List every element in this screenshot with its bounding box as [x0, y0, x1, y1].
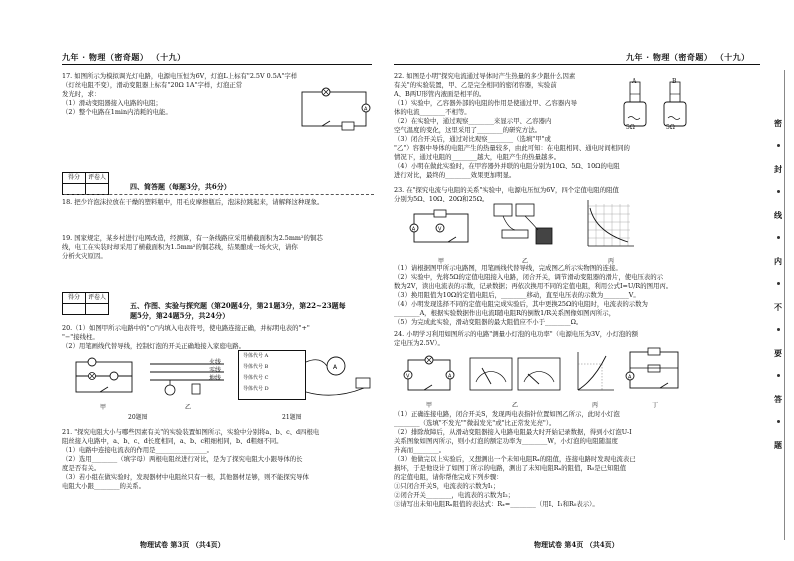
fig23-jia-circuit — [408, 206, 474, 250]
fig20-jia-label: 甲 — [100, 404, 107, 411]
seal-char: 不 — [774, 302, 782, 312]
seal-char: 线 — [774, 210, 782, 220]
right-page — [388, 0, 794, 561]
fig23-bing-graph — [578, 198, 638, 254]
fig21-caption: 21题图 — [282, 414, 302, 421]
fig21-resistor-board — [238, 350, 306, 400]
q17-line: （1）滑动变阻器接入电路的电阻； — [62, 99, 162, 107]
sec5-line: 题5分，第24题5分，共24分） — [130, 311, 230, 320]
question-21 — [62, 428, 319, 491]
q24b-line: （2）排除故障后，从滑动变阻器接入电路电阻最大时开始记录数据，得到小灯泡U-I — [394, 428, 632, 436]
fig24-ding-label: 丁 — [652, 402, 659, 409]
q24b-line: ①只闭合开关S，电流表的示数为I₁； — [394, 482, 500, 490]
seal-dot — [777, 282, 780, 285]
fig20-fire-line-label: 火线 — [209, 359, 222, 366]
seal-char: 要 — [774, 348, 782, 358]
fig22-tube-b-label: B — [672, 78, 677, 85]
q23b-line: （4）小明发现选择不同的定值电阻完成实验后，其中更换25Ω的电阻时，电流表的示数为 — [394, 300, 648, 308]
left-header: 九年 · 物理（密奇题） （十九） — [62, 52, 186, 62]
q24b-line: 关系图象如图丙所示，则小灯泡的额定功率为________W，小灯泡的电阻随温度 — [394, 437, 618, 445]
q24-line: 24. 小明学习利用如图所示的电路"测量小灯泡的电功率"（电源电压为3V，小灯泡的额 — [394, 330, 639, 338]
right-header-rule — [394, 64, 760, 65]
q24b-line: （1）正确连接电路，闭合开关S，发现两电表指针位置如图乙所示，此时小灯泡 — [394, 410, 620, 418]
fig21-board-row: 导体代号 D — [243, 386, 269, 392]
q22-line: 情况下，通过电阻的________越大，电阻产生的热量越多。 — [394, 153, 561, 161]
question-20 — [62, 324, 310, 351]
score-cell — [63, 184, 85, 194]
question-23-parts — [394, 264, 672, 327]
seal-dot — [777, 374, 780, 377]
question-22 — [394, 72, 630, 180]
section-5-heading — [130, 301, 346, 321]
score-cell — [63, 304, 85, 314]
reviewer-label: 评卷人 — [85, 293, 108, 303]
q23-line: 23. 在"探究电流与电阻的关系"实验中，电源电压恒为6V，四个定值电阻的阻值 — [394, 186, 619, 194]
svg-text:V: V — [406, 373, 410, 380]
fig24-yi-meters — [468, 356, 564, 394]
score-label: 得分 — [67, 294, 80, 301]
q19-line: 19. 国家规定，某乡村进行电网改造，经测算，有一条线路应采用横截面积为2.5mm²的铜芯 — [62, 234, 323, 242]
fig23-yi-label: 乙 — [522, 258, 529, 265]
fig20-jia-circuit — [70, 356, 140, 398]
seal-dot — [777, 144, 780, 147]
sec5-line: 五、作图、实验与探究题（第20题4分，第21题3分，第22~23题每 — [130, 301, 346, 310]
seal-char: 封 — [774, 164, 782, 174]
q20-line: 20.（1）如图甲所示电路中的"○"内填入电表符号，使电路连接正确，并标明电表的"+" — [62, 324, 310, 332]
q21-line: （3）若小组在做实验时，发现器材中电阻丝只有一根，其他器材足够，则不能探究导体 — [62, 473, 309, 481]
q24b-line: 的定值电阻，请你帮他完成下列步骤： — [394, 473, 503, 481]
score-label: 得分 — [67, 174, 80, 181]
q22-line: （3）闭合开关后，通过对比观察________（选填"甲"或 — [394, 135, 551, 143]
q22-line: A、B两U形管内液面是相平的。 — [394, 90, 486, 98]
q19-line: 分析火灾原因。 — [62, 252, 107, 260]
q24b-line: （3）他做完以上实验后，又想测出一个未知电阻Rₓ的阻值，连接电路时发现电流表已 — [394, 455, 636, 463]
q21-line: 21. "探究电阻大小与哪些因素有关"的实验装置如图所示，实验中分别将a、b、c、d四根电 — [62, 428, 320, 436]
reviewer-cell — [85, 184, 108, 194]
fig22-right-resistor-label: 5Ω — [666, 124, 675, 131]
fig21-board-row: 导体代号 C — [243, 375, 269, 381]
seal-char: 密 — [774, 118, 782, 128]
left-footer: 物理试卷 第3页 （共4页） — [140, 540, 225, 549]
fig21-board-labels — [239, 351, 305, 395]
fig22-tube-a-label: A — [632, 78, 637, 85]
q21-line: 阻丝接入电路中，a、b、c、d长度相同，a、b、c粗细相同，b、d粗细不同。 — [62, 437, 283, 445]
fig24-jia-label: 甲 — [426, 402, 433, 409]
q17-circuit-figure — [296, 86, 376, 132]
seal-char: 内 — [774, 256, 782, 266]
q22-line: 22. 如图是小明"探究电流通过导体时产生热量的多少跟什么因素 — [394, 72, 576, 80]
right-header: 九年 · 物理（密奇题） （十九） — [626, 52, 750, 62]
q20-line: "−"接线柱。 — [62, 333, 99, 341]
question-19 — [62, 234, 323, 261]
reviewer-label: 评卷人 — [85, 173, 108, 183]
left-header-rule — [62, 64, 372, 65]
q22-line: （1）实验中，乙容器外部的电阻的作用是使通过甲、乙容器内导 — [394, 99, 578, 107]
fig23-yi-apparatus — [488, 200, 562, 252]
seal-char: 题 — [774, 440, 782, 450]
q22-line: 有关"的实验装置，甲、乙是完全相同的密闭容器，实验前 — [394, 81, 557, 89]
fig20-zero-line-label: 零线 — [209, 367, 222, 374]
q19-line: 线，电工在实装时却采用了横截面积为1.5mm²的铜芯线，结果酿成一场火灾，请你 — [62, 243, 298, 251]
svg-text:A: A — [411, 226, 416, 233]
fig24-bing-label: 丙 — [592, 402, 599, 409]
score-box-section-4 — [62, 172, 109, 195]
score-box-section-5 — [62, 292, 109, 315]
seal-char: 答 — [774, 394, 782, 404]
svg-text:A: A — [448, 373, 452, 380]
fig24-ding-circuit — [624, 346, 684, 396]
separator — [64, 194, 374, 195]
reviewer-cell — [85, 304, 108, 314]
q23b-line: 数为2V，读出电流表的示数，记录数据；再依次换用不同的定值电阻，利用公式I=U/R的图用丙。 — [394, 282, 673, 290]
q23b-line: （5）为完成此实验，滑动变阻器的最大阻值应不小于________Ω。 — [394, 318, 583, 326]
left-page — [0, 0, 388, 561]
fig21-ammeter-wiring — [304, 352, 376, 402]
q23b-line: （1）请根据图甲所示电路图，用笔画线代替导线，完成图乙所示实物图的连接。 — [394, 264, 622, 272]
q17-line: （2）整个电路在1min内消耗的电能。 — [62, 108, 172, 116]
q23b-line: （3）换用阻值为10Ω的定值电阻后，________移动，直至电压表的示数为________V。 — [394, 291, 640, 299]
q23-line: 分别为5Ω、10Ω、20Ω和25Ω。 — [394, 195, 489, 203]
q21-line: 电阻大小跟________的关系。 — [62, 482, 146, 490]
q17-line: 发光时，求： — [62, 90, 101, 98]
q17-line: 17. 如图所示为模拟调光灯电路，电源电压恒为6V，灯泡L上标有"2.5V 0.5A"字样 — [62, 72, 298, 80]
seal-dot — [777, 420, 780, 423]
q22-line: （4）小明在做此实验时，在甲容器外并联的电阻分别为10Ω、5Ω、10Ω的电阻 — [394, 162, 620, 170]
svg-text:A: A — [333, 364, 338, 371]
q21-line: 度是否有关。 — [62, 464, 101, 472]
fig22-left-resistor-label: 5Ω — [626, 124, 635, 131]
q24b-line: 损坏，于是他设计了如图丁所示的电路，测出了未知电阻Rₓ的阻值，R₀是已知阻值 — [394, 464, 627, 472]
question-24 — [394, 330, 638, 348]
q20-line: （2）用笔画线代替导线，控制灯泡的开关正确地接入家庭电路。 — [62, 342, 246, 350]
fig23-jia-label: 甲 — [438, 258, 445, 265]
question-18 — [62, 198, 323, 207]
fig21-board-row: 导体代号 B — [243, 364, 269, 370]
svg-text:A: A — [364, 106, 368, 113]
q17-line: （灯丝电阻不变），滑动变阻器上标有"20Ω 1A"字样，灯泡正常 — [62, 81, 243, 89]
question-24-parts — [394, 410, 636, 509]
question-17 — [62, 72, 297, 117]
fig21-board-row: 导体代号 A — [243, 353, 269, 359]
fig23-bing-label: 丙 — [608, 258, 615, 265]
fig20-caption: 20题图 — [128, 414, 148, 421]
q24b-line: ③请写出未知电阻Rₓ阻值的表达式：Rₓ=________（用I、I₁和R₀表示）。 — [394, 500, 599, 508]
seal-dot — [777, 236, 780, 239]
q22-line: （2）在实验中，通过观察________来显示甲、乙容器内 — [394, 117, 552, 125]
fig24-jia-circuit — [402, 352, 456, 398]
q22-line: "乙"）容器中导体的电阻产生的热量较多，由此可知：在电阻相同、通电时间相同的 — [394, 144, 630, 152]
fig20-ground-line-label: 地线 — [209, 375, 222, 382]
q24b-line: ②闭合开关________，电流表的示数为I₂； — [394, 491, 515, 499]
q22-line: 空气温度的变化，这里采用了________的研究方法。 — [394, 126, 541, 134]
q23b-line: ________A，根据实验数据作出电流I随电阻R的倒数1/R关系图像如图丙所示， — [394, 309, 616, 317]
q24b-line: 升高而________。 — [394, 446, 446, 454]
fig24-bing-ui-graph — [572, 350, 616, 396]
seal-dot — [777, 190, 780, 193]
q24-line: 定电压为2.5V）。 — [394, 339, 444, 347]
q23b-line: （2）实验中，先将5Ω的定值电阻接入电路，闭合开关，调节滑动变阻器的滑片，使电压表的示 — [394, 273, 664, 281]
svg-text:V: V — [438, 226, 442, 233]
section-4-heading: 四、简答题（每题3分，共6分） — [130, 182, 231, 191]
svg-text:A: A — [628, 374, 632, 381]
right-footer: 物理试卷 第4页 （共4页） — [534, 540, 619, 549]
q21-line: （1）电路中连接电流表的作用是________________。 — [62, 446, 214, 454]
fig24-yi-label: 乙 — [512, 402, 519, 409]
q18-line: 18. 把少许泡沫拉放在干燥的塑料瓶中，用毛皮摩擦瓶后，泡沫拉跳起来，请解释这种现象。 — [62, 198, 324, 206]
fig20-yi-label: 乙 — [185, 404, 192, 411]
q22-line: 进行对比，最终的________效果更加明显。 — [394, 171, 516, 179]
q22-line: 体的电流________不相等。 — [394, 108, 471, 116]
q24b-line: ________（选填"不发光""微弱发光"或"比正常发光亮"）。 — [394, 419, 556, 427]
q21-line: （2）选用________（填字母）两根电阻丝进行对比，是为了探究电阻大小跟导体的长 — [62, 455, 303, 463]
seal-dot — [777, 328, 780, 331]
